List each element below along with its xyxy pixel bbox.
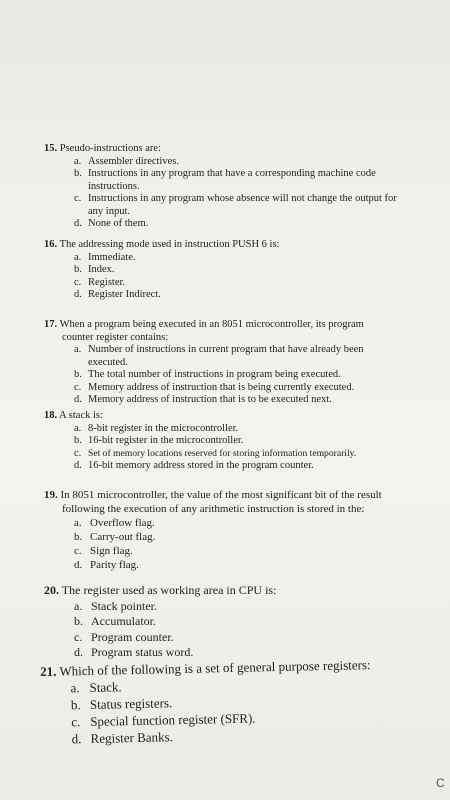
option-b	[74, 435, 406, 448]
option-a	[74, 344, 394, 369]
option-letter: d.	[74, 559, 83, 571]
question-15	[44, 143, 400, 231]
option-letter: d.	[74, 645, 83, 659]
question-text: The register used as working area in CPU is:	[61, 583, 277, 597]
option-text: Sign flag.	[90, 545, 133, 557]
question-stem	[44, 319, 394, 344]
option-a	[74, 599, 404, 615]
option-list	[74, 344, 394, 407]
option-d	[74, 289, 400, 302]
question-text: Which of the following is a set of general purpose registers:	[59, 657, 371, 679]
question-16	[44, 239, 400, 302]
option-text: Index.	[88, 264, 115, 275]
option-text: None of them.	[88, 218, 149, 229]
question-text: The addressing mode used in instruction PUSH 6 is:	[59, 239, 280, 250]
option-letter: b.	[74, 264, 82, 275]
option-letter: d.	[74, 394, 82, 405]
option-text: 16-bit memory address stored in the program counter.	[88, 460, 314, 471]
question-number: 21.	[40, 663, 57, 679]
option-text: Stack pointer.	[91, 598, 157, 613]
option-text: Parity flag.	[90, 559, 139, 571]
option-text: Carry-out flag.	[90, 531, 156, 543]
option-list	[70, 672, 401, 747]
question-number: 19.	[44, 489, 58, 501]
question-stem	[44, 410, 406, 423]
question-text: Pseudo-instructions are:	[59, 143, 161, 154]
question-number: 18.	[44, 410, 58, 421]
option-letter: d.	[74, 289, 82, 300]
option-letter: a.	[70, 680, 80, 696]
option-text: Memory address of instruction that is being currently executed.	[88, 381, 355, 393]
option-text: Memory address of instruction that is to be executed next.	[88, 394, 332, 405]
option-letter: c.	[74, 447, 82, 459]
option-text: Accumulator.	[91, 614, 156, 628]
option-letter: c.	[71, 714, 81, 730]
option-list	[74, 156, 400, 231]
question-number: 16.	[44, 239, 58, 250]
option-letter: d.	[74, 218, 82, 229]
option-text: Set of memory locations reserved for storing information temporarily.	[88, 447, 357, 459]
option-letter: c.	[74, 381, 82, 393]
question-stem	[44, 239, 400, 252]
option-text: Number of instructions in current program that have already been executed.	[88, 344, 364, 368]
question-text: When a program being executed in an 8051 microcontroller, its program counter register contains:	[59, 319, 364, 343]
option-c	[74, 448, 406, 461]
option-letter: d.	[71, 731, 82, 747]
option-list	[74, 599, 404, 661]
option-b	[74, 264, 400, 277]
option-letter: a.	[74, 155, 82, 167]
option-a	[74, 423, 406, 436]
option-letter: b.	[70, 697, 81, 713]
option-letter: d.	[74, 460, 82, 471]
option-text: Special function register (SFR).	[90, 710, 256, 729]
option-b	[74, 168, 400, 193]
page-corner-letter: C	[436, 776, 445, 790]
option-letter: b.	[74, 435, 82, 446]
option-letter: b.	[74, 531, 83, 543]
option-text: Status registers.	[89, 695, 173, 712]
question-stem	[44, 488, 404, 516]
option-c	[74, 277, 400, 290]
option-text: Assembler directives.	[88, 155, 179, 167]
option-text: Register Indirect.	[88, 289, 161, 300]
question-number: 17.	[44, 319, 58, 330]
option-letter: c.	[74, 545, 82, 557]
option-text: 8-bit register in the microcontroller.	[88, 422, 239, 434]
option-text: Immediate.	[88, 251, 136, 263]
question-20	[44, 583, 404, 661]
question-17	[44, 319, 394, 407]
option-letter: a.	[74, 422, 82, 434]
option-letter: b.	[74, 168, 82, 179]
option-list	[74, 423, 406, 473]
question-text: A stack is:	[59, 410, 103, 421]
option-a	[74, 252, 400, 265]
option-d	[74, 218, 400, 231]
option-c	[74, 382, 394, 395]
option-a	[74, 156, 400, 169]
option-letter: a.	[74, 598, 83, 613]
option-d	[74, 558, 404, 572]
option-letter: b.	[74, 369, 82, 380]
option-c	[74, 193, 400, 218]
question-18	[44, 410, 406, 473]
option-list	[74, 252, 400, 302]
question-21	[40, 655, 402, 748]
option-a	[74, 516, 404, 530]
question-stem	[44, 583, 404, 599]
option-letter: a.	[74, 344, 82, 355]
option-text: Overflow flag.	[90, 517, 155, 529]
option-text: Instructions in any program whose absence will not change the output for any input.	[88, 193, 397, 217]
option-text: 16-bit register in the microcontroller.	[88, 435, 244, 446]
question-stem	[44, 143, 400, 156]
option-letter: a.	[74, 251, 82, 263]
option-text: Instructions in any program that have a corresponding machine code instructions.	[88, 168, 376, 192]
option-text: Register Banks.	[90, 729, 174, 746]
option-text: Program counter.	[91, 629, 174, 644]
option-c	[74, 544, 404, 558]
option-text: Stack.	[89, 679, 122, 695]
option-letter: c.	[74, 276, 82, 288]
option-b	[74, 614, 404, 630]
question-number: 15.	[44, 143, 58, 154]
option-b	[74, 530, 404, 544]
option-c	[74, 630, 404, 646]
option-letter: c.	[74, 629, 83, 644]
option-letter: c.	[74, 193, 82, 204]
option-b	[74, 369, 394, 382]
option-text: Program status word.	[91, 645, 194, 659]
option-d	[74, 460, 406, 473]
option-text: Register.	[88, 276, 126, 288]
option-d	[74, 394, 394, 407]
option-letter: a.	[74, 517, 82, 529]
option-text: The total number of instructions in program being executed.	[88, 369, 341, 380]
question-19	[44, 488, 404, 572]
question-text: In 8051 microcontroller, the value of the most significant bit of the result following the execution of any arithmetic instruction is stored in the:	[60, 489, 382, 515]
option-list	[74, 516, 404, 572]
option-letter: b.	[74, 614, 83, 628]
question-number: 20.	[44, 583, 59, 597]
